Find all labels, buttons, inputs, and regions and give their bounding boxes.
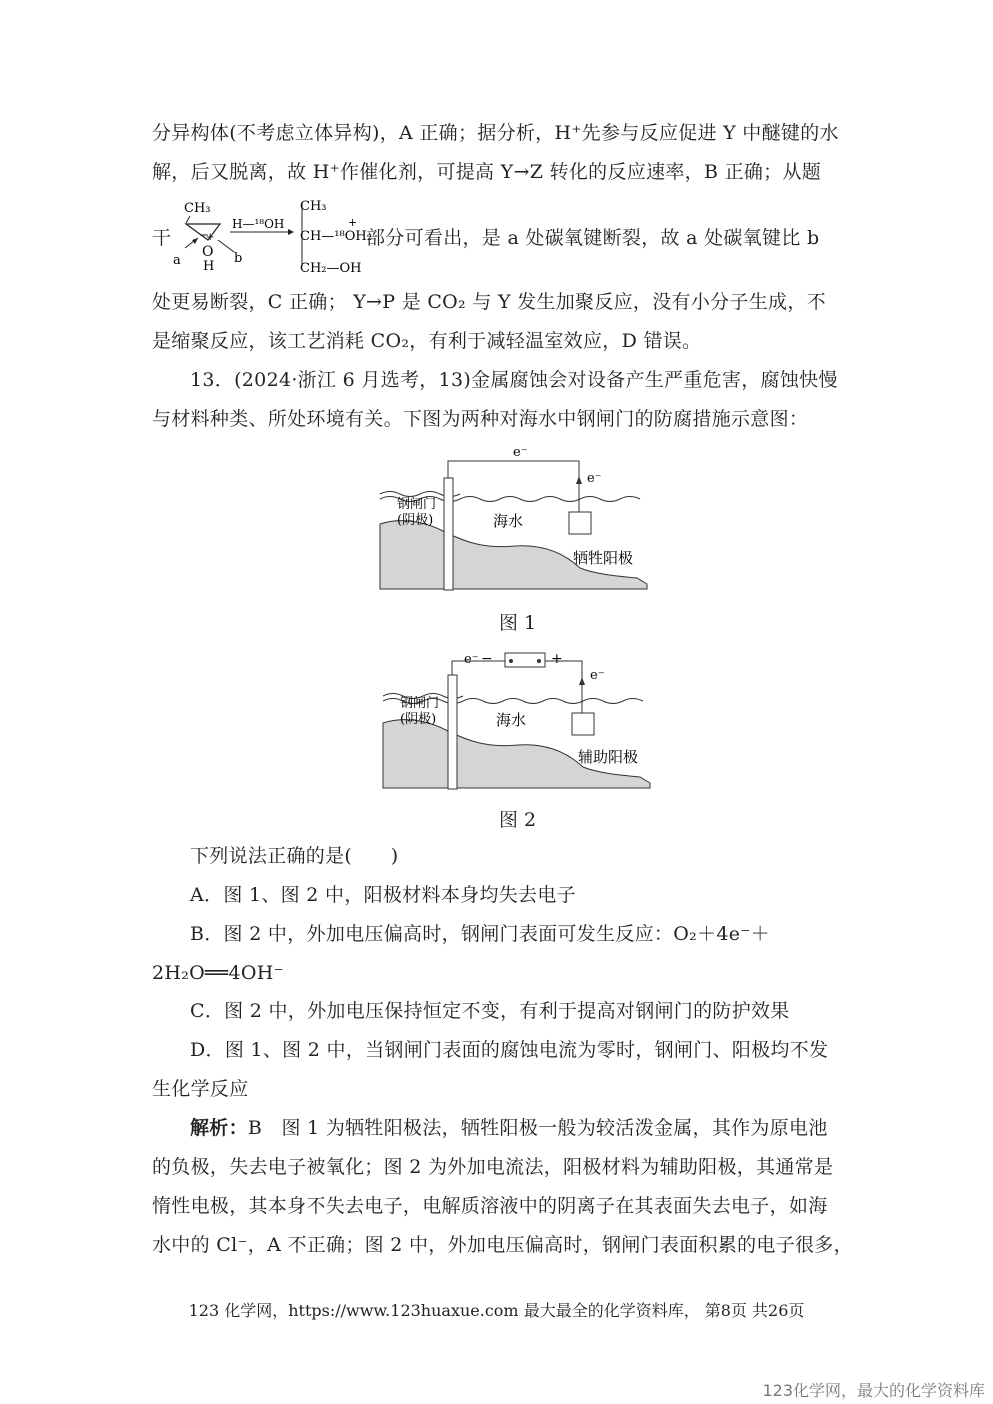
minus-label: − xyxy=(481,651,493,667)
anode-label: 牺牲阳极 xyxy=(573,549,634,567)
text-line: 解，后又脱离，故 H⁺作催化剂，可提高 Y→Z 转化的反应速率，B 正确；从题 xyxy=(152,161,822,183)
wire xyxy=(545,661,582,713)
plus-label: + xyxy=(551,651,563,667)
text-line: 处更易断裂，C 正确； Y→P 是 CO₂ 与 Y 发生加聚反应，没有小分子生成，不 xyxy=(152,291,826,313)
steel-gate xyxy=(448,675,457,789)
text-line-pre: 干 xyxy=(152,227,172,249)
ch3-label: CH₃ xyxy=(184,201,211,216)
analysis-line xyxy=(190,1116,828,1140)
option-b-cont: 2H₂O══4OH⁻ xyxy=(152,962,284,984)
seawater-label: 海水 xyxy=(493,512,524,530)
option-b: B．图 2 中，外加电压偏高时，钢闸门表面可发生反应：O₂＋4e⁻＋ xyxy=(190,923,770,945)
anode-label: 辅助阳极 xyxy=(578,748,639,766)
arrow-up-icon xyxy=(579,677,585,685)
ch3-right-label: CH₃ xyxy=(300,199,327,214)
label-a: a xyxy=(173,253,181,268)
analysis-line: 水中的 Cl⁻，A 不正确；图 2 中，外加电压偏高时，钢闸门表面积累的电子很多， xyxy=(152,1234,853,1256)
option-a: A．图 1、图 2 中，阳极材料本身均失去电子 xyxy=(190,884,576,906)
sacrificial-anode xyxy=(569,512,591,534)
option-c: C．图 2 中，外加电压保持恒定不变，有利于提高对钢闸门的防护效果 xyxy=(190,1000,790,1022)
electron-label: e⁻ xyxy=(513,445,528,460)
option-d: D．图 1、图 2 中，当钢闸门表面的腐蚀电流为零时，钢闸门、阳极均不发 xyxy=(190,1039,829,1061)
gate-label: (阴极) xyxy=(400,712,437,727)
gate-label: (阴极) xyxy=(397,513,434,528)
analysis-label: 解析： xyxy=(190,1117,248,1139)
reaction-arrow xyxy=(288,229,294,235)
electron-label: e⁻ xyxy=(590,668,605,683)
plus-sign: + xyxy=(206,232,215,243)
arrow-up-icon xyxy=(576,476,582,484)
label-b: b xyxy=(234,251,243,266)
wire xyxy=(448,461,579,512)
plus-right: + xyxy=(348,216,358,229)
hydrogen-label: H xyxy=(203,259,215,274)
text-line: 是缩聚反应，该工艺消耗 CO₂，有利于减轻温室效应，D 错误。 xyxy=(152,330,702,352)
analysis-line: 的负极，失去电子被氧化；图 2 为外加电流法，阳极材料为辅助阳极，其通常是 xyxy=(152,1156,834,1178)
auxiliary-anode xyxy=(572,713,594,735)
figure-2 xyxy=(378,643,653,793)
electron-label: e⁻ xyxy=(464,652,479,667)
reaction-scheme xyxy=(170,196,385,278)
gate-label: 钢闸门 xyxy=(400,696,440,711)
electron-label: e⁻ xyxy=(587,471,602,486)
analysis-line: 惰性电极，其本身不失去电子，电解质溶液中的阴离子在其表面失去电子，如海 xyxy=(152,1195,828,1217)
ch-oh2-label: CH—¹⁸OH₂ xyxy=(300,229,372,244)
steel-gate xyxy=(444,478,453,590)
watermark: 123化学网，最大的化学资料库 xyxy=(762,1381,985,1400)
figure-2-caption: 图 2 xyxy=(499,809,537,831)
reagent-label: H—¹⁸OH xyxy=(232,217,285,231)
text-line-post: 部分可看出，是 a 处碳氧键断裂，故 a 处碳氧键比 b xyxy=(366,227,820,249)
question-title-cont: 与材料种类、所处环境有关。下图为两种对海水中钢闸门的防腐措施示意图： xyxy=(152,408,809,430)
question-stem: 下列说法正确的是( ) xyxy=(190,845,399,867)
epoxide-ring xyxy=(186,224,220,240)
analysis-text: B 图 1 为牺牲阳极法，牺牲阳极一般为较活泼金属，其作为原电池 xyxy=(247,1117,828,1139)
oxygen-label: O xyxy=(202,244,214,260)
ch2oh-label: CH₂—OH xyxy=(300,261,362,276)
page-footer: 123 化学网，https://www.123huaxue.com 最大最全的化学资料库， 第8页 共26页 xyxy=(188,1301,805,1320)
text-line: 分异构体(不考虑立体异构)，A 正确；据分析，H⁺先参与反应促进 Y 中醚键的水 xyxy=(152,122,839,144)
figure-1-caption: 图 1 xyxy=(499,612,537,634)
figure-1 xyxy=(375,444,650,594)
gate-label: 钢闸门 xyxy=(397,497,437,512)
option-d-cont: 生化学反应 xyxy=(152,1078,249,1100)
question-title: 13．(2024·浙江 6 月选考，13)金属腐蚀会对设备产生严重危害，腐蚀快慢 xyxy=(190,369,838,391)
seawater-label: 海水 xyxy=(496,711,527,729)
